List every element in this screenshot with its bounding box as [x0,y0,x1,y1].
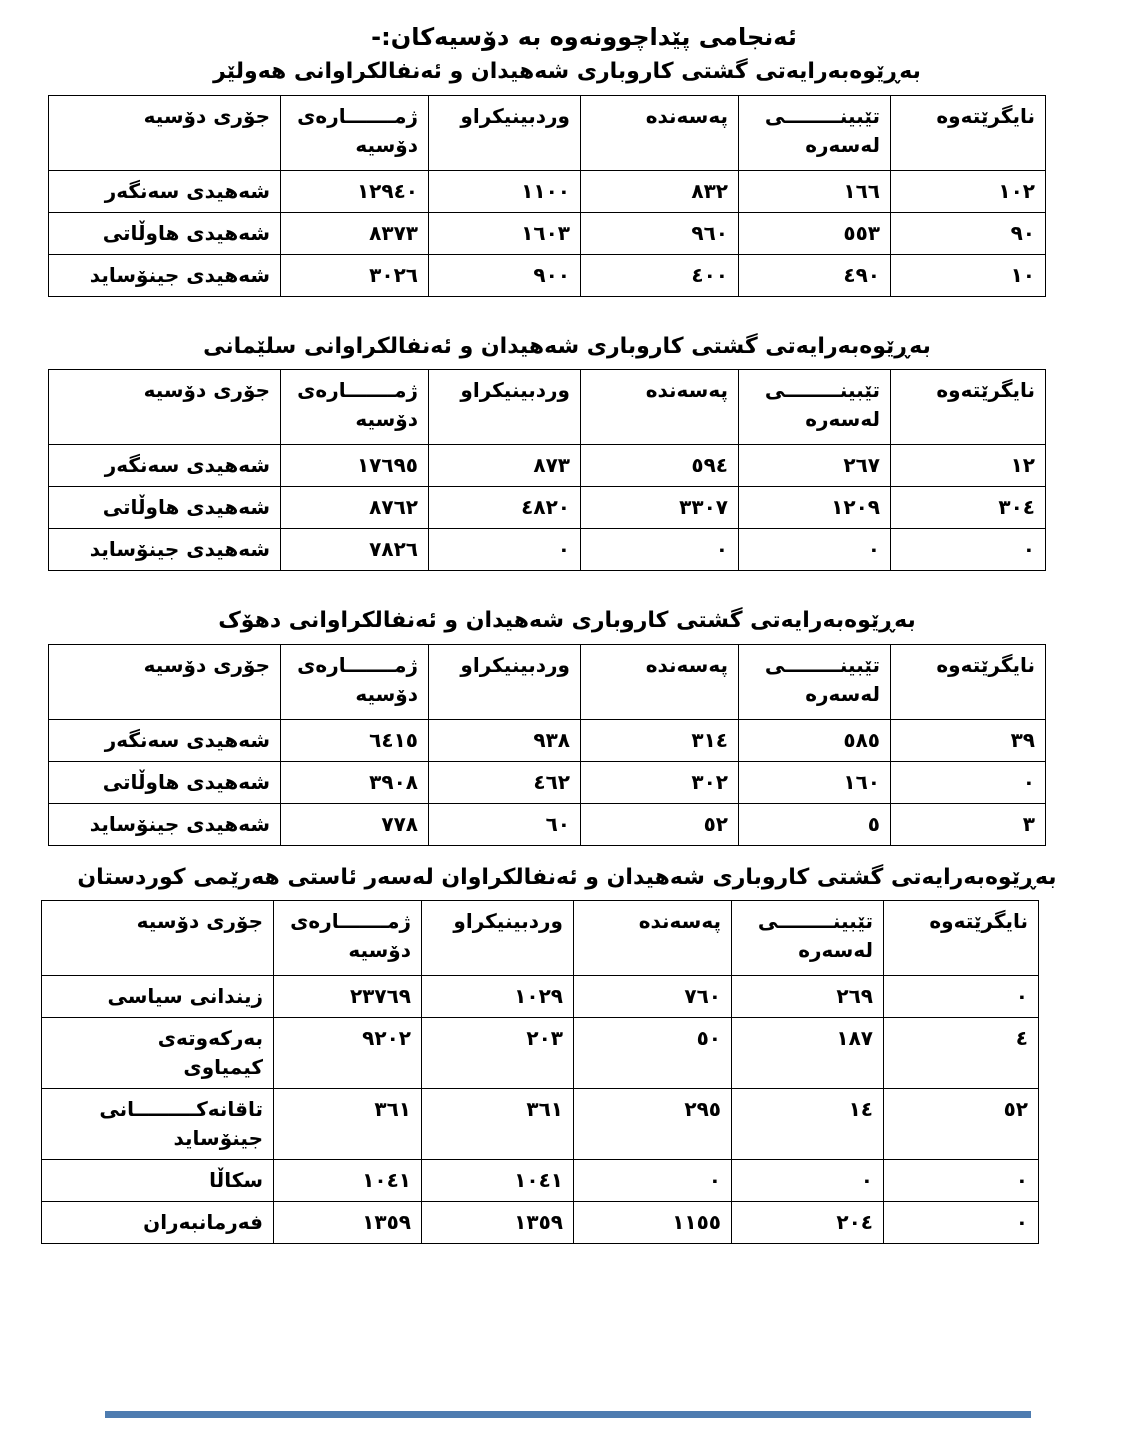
header-text: جۆری دۆسیه [136,909,263,934]
table-row [49,445,1046,487]
table-kurdistan-region [41,900,1039,1244]
header-text: جۆری دۆسیه [143,378,270,403]
cell-not-included: ١٠ [891,254,1046,296]
cell-type [42,1202,274,1244]
table-row [42,1018,1039,1089]
cell-number: ٣٠٢٦ [281,254,429,296]
header-text: پەسەندە [638,909,721,934]
cell-type-line1: فەرمانبەران [143,1210,263,1235]
table-row [42,1089,1039,1160]
cell-number: ٩٢٠٢ [274,1018,422,1089]
header-text: وردبینیکراو [460,103,570,128]
section-erbil [0,52,1134,297]
column-header-number [274,901,422,976]
cell-not-included: ٠ [884,976,1039,1018]
cell-note: ٥ [739,803,891,845]
table-row [49,803,1046,845]
cell-number: ٧٨٢٦ [281,529,429,571]
cell-not-included: ٠ [891,761,1046,803]
cell-approved: ٢٩٥ [574,1089,732,1160]
column-header-approved [581,370,739,445]
table-header-row [49,370,1046,445]
table-row [49,719,1046,761]
header-text: وردبینیکراو [460,378,570,403]
section-sulaimani [0,297,1134,572]
header-text: نایگرێتەوە [929,909,1028,934]
table-header-row [49,95,1046,170]
section-title-erbil: بەڕێوەبەرایەتی گشتی کاروباری شەهیدان و ئەنفالکراوانی هەولێر [213,59,921,84]
cell-type-line1: تاقانەکـــــــــانی [99,1097,263,1122]
table-row [49,212,1046,254]
cell-approved: ٣٣٠٧ [581,487,739,529]
cell-type-line2: جینۆساید [173,1126,263,1151]
cell-not-included: ٥٢ [884,1089,1039,1160]
table-duhok [48,644,1046,846]
cell-approved: ٥٠ [574,1018,732,1089]
header-text: پەسەندە [645,652,728,677]
cell-checked: ١٦٠٣ [429,212,581,254]
footer-divider [105,1411,1031,1418]
cell-approved: ٤٠٠ [581,254,739,296]
column-header-checked [422,901,574,976]
column-header-type [49,370,281,445]
cell-number: ٦٤١٥ [281,719,429,761]
cell-number: ٢٣٧٦٩ [274,976,422,1018]
cell-checked: ١٠٤١ [422,1160,574,1202]
cell-approved: ٧٦٠ [574,976,732,1018]
cell-approved: ٠ [574,1160,732,1202]
cell-note: ٠ [732,1160,884,1202]
cell-type [42,1018,274,1089]
cell-checked: ١١٠٠ [429,170,581,212]
cell-approved: ٩٦٠ [581,212,739,254]
cell-not-included: ٩٠ [891,212,1046,254]
cell-note: ٢٦٩ [732,976,884,1018]
header-text-line2: لەسەره [805,681,880,706]
header-text-line2: دۆسیه [355,681,418,706]
table-sulaimani [48,369,1046,571]
cell-type: شەهیدی سەنگەر [49,719,281,761]
section-title-duhok: بەڕێوەبەرایەتی گشتی کاروباری شەهیدان و ئەنفالکراوانی دهۆک [218,608,916,634]
cell-type: شەهیدی جینۆساید [49,803,281,845]
cell-checked: ٩٠٠ [429,254,581,296]
cell-type-line1: زیندانی سیاسی [107,984,263,1009]
cell-checked: ٩٣٨ [429,719,581,761]
cell-type [42,1089,274,1160]
cell-not-included: ١٠٢ [891,170,1046,212]
column-header-note [739,95,891,170]
cell-number: ٧٧٨ [281,803,429,845]
cell-not-included: ٠ [884,1160,1039,1202]
cell-checked: ٤٨٢٠ [429,487,581,529]
cell-checked: ٤٦٢ [429,761,581,803]
header-text-line1: تێبینــــــــی [764,103,880,128]
cell-not-included: ٣٠٤ [891,487,1046,529]
table-header-row [42,901,1039,976]
cell-note: ٤٩٠ [739,254,891,296]
header-text-line2: لەسەره [805,132,880,157]
column-header-note [739,644,891,719]
column-header-type [49,644,281,719]
section-title-sulaimani: بەڕێوەبەرایەتی گشتی کاروباری شەهیدان و ئەنفالکراوانی سلێمانی [203,333,931,359]
cell-type [42,976,274,1018]
header-text: وردبینیکراو [453,909,563,934]
column-header-note [732,901,884,976]
cell-not-included: ٠ [891,529,1046,571]
cell-not-included: ٣٩ [891,719,1046,761]
column-header-type [49,95,281,170]
header-text: جۆری دۆسیه [143,103,270,128]
cell-number: ١٣٥٩ [274,1202,422,1244]
header-text-line1: تێبینــــــــی [764,378,880,403]
table-erbil [48,95,1046,297]
column-header-not-included [891,370,1046,445]
cell-not-included: ٠ [884,1202,1039,1244]
header-text: نایگرێتەوە [936,103,1035,128]
table-row [42,976,1039,1018]
cell-number: ١٢٩٤٠ [281,170,429,212]
cell-checked: ٦٠ [429,803,581,845]
header-text-line1: ژمـــــــارەی [297,652,418,677]
header-text: پەسەندە [645,103,728,128]
column-header-note [739,370,891,445]
cell-approved: ١١٥٥ [574,1202,732,1244]
header-text-line2: دۆسیه [348,938,411,963]
header-text-line2: لەسەره [805,407,880,432]
cell-number: ٨٧٦٢ [281,487,429,529]
column-header-checked [429,95,581,170]
cell-number: ٨٣٧٣ [281,212,429,254]
cell-type: شەهیدی هاوڵاتی [49,212,281,254]
cell-type: شەهیدی سەنگەر [49,445,281,487]
section-duhok [0,571,1134,846]
cell-checked: ٣٦١ [422,1089,574,1160]
column-header-checked [429,370,581,445]
cell-type: شەهیدی هاوڵاتی [49,761,281,803]
cell-note: ٠ [739,529,891,571]
page-title: ئەنجامی پێداچوونەوە بە دۆسیەکان:- [371,23,797,51]
cell-approved: ٣١٤ [581,719,739,761]
column-header-number [281,370,429,445]
header-text: نایگرێتەوە [936,378,1035,403]
header-text-line2: دۆسیه [355,407,418,432]
header-text-line1: تێبینــــــــی [757,909,873,934]
cell-type-line1: بەرکەوتەی [157,1026,263,1051]
cell-type-line2: کیمیاوی [183,1055,263,1080]
cell-checked: ٨٧٣ [429,445,581,487]
column-header-not-included [884,901,1039,976]
cell-note: ١٦٦ [739,170,891,212]
cell-checked: ١٠٢٩ [422,976,574,1018]
section-title-kurdistan-region: بەڕێوەبەرایەتی گشتی کاروباری شەهیدان و ئەنفالکراوان لەسەر ئاستی هەرێمی کوردستان [77,864,1057,890]
cell-note: ١٦٠ [739,761,891,803]
cell-type [42,1160,274,1202]
column-header-not-included [891,644,1046,719]
header-text-line1: تێبینــــــــی [764,652,880,677]
cell-checked: ١٣٥٩ [422,1202,574,1244]
cell-note: ٢٠٤ [732,1202,884,1244]
header-text-line1: ژمـــــــارەی [290,909,411,934]
cell-approved: ٠ [581,529,739,571]
cell-not-included: ٤ [884,1018,1039,1089]
column-header-checked [429,644,581,719]
cell-note: ١٨٧ [732,1018,884,1089]
cell-type: شەهیدی جینۆساید [49,254,281,296]
table-row [49,529,1046,571]
header-text-line1: ژمـــــــارەی [297,103,418,128]
header-text: وردبینیکراو [460,652,570,677]
cell-approved: ٣٠٢ [581,761,739,803]
cell-note: ٢٦٧ [739,445,891,487]
cell-approved: ٨٣٢ [581,170,739,212]
cell-type: شەهیدی جینۆساید [49,529,281,571]
cell-note: ١٤ [732,1089,884,1160]
cell-note: ٥٥٣ [739,212,891,254]
column-header-number [281,95,429,170]
cell-type-line1: سکاڵا [209,1168,263,1193]
column-header-type [42,901,274,976]
header-text-line2: دۆسیه [355,132,418,157]
cell-checked: ٢٠٣ [422,1018,574,1089]
cell-note: ٥٨٥ [739,719,891,761]
cell-number: ١٧٦٩٥ [281,445,429,487]
table-header-row [49,644,1046,719]
column-header-approved [581,95,739,170]
cell-number: ٣٩٠٨ [281,761,429,803]
cell-not-included: ٣ [891,803,1046,845]
column-header-approved [581,644,739,719]
cell-checked: ٠ [429,529,581,571]
header-text-line1: ژمـــــــارەی [297,378,418,403]
table-row [49,487,1046,529]
column-header-not-included [891,95,1046,170]
header-text: جۆری دۆسیه [143,652,270,677]
table-row [42,1160,1039,1202]
section-kurdistan-region [0,846,1134,1245]
column-header-approved [574,901,732,976]
cell-type: شەهیدی هاوڵاتی [49,487,281,529]
header-text: نایگرێتەوە [936,652,1035,677]
header-text-line2: لەسەره [798,938,873,963]
cell-not-included: ١٢ [891,445,1046,487]
cell-approved: ٥٩٤ [581,445,739,487]
column-header-number [281,644,429,719]
cell-type: شەهیدی سەنگەر [49,170,281,212]
cell-note: ١٢٠٩ [739,487,891,529]
table-row [49,254,1046,296]
table-row [42,1202,1039,1244]
table-row [49,761,1046,803]
table-row [49,170,1046,212]
cell-number: ١٠٤١ [274,1160,422,1202]
header-text: پەسەندە [645,378,728,403]
cell-number: ٣٦١ [274,1089,422,1160]
cell-approved: ٥٢ [581,803,739,845]
